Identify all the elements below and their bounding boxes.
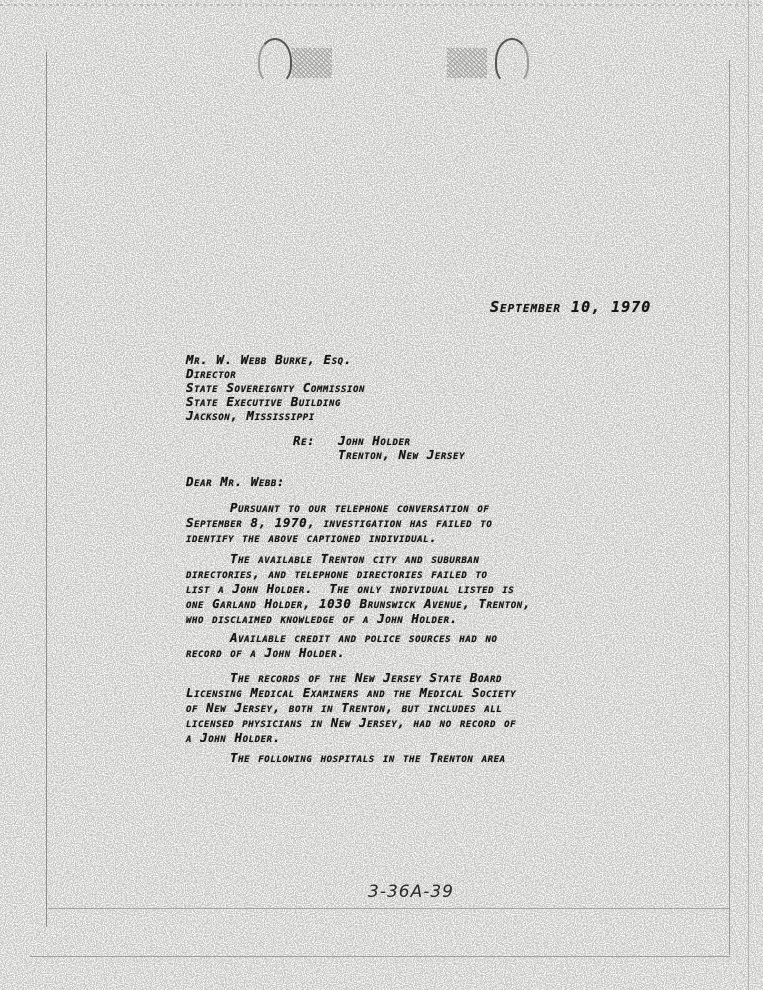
- paragraph-line: The records of the New Jersey State Board: [230, 670, 503, 685]
- addressee-title: Director: [186, 366, 237, 381]
- paragraph-line: list a John Holder. The only individual listed is: [186, 581, 515, 596]
- paragraph-line: Pursuant to our telephone conversation of: [230, 500, 490, 515]
- paragraph-line: of New Jersey, both in Trenton, but includes all: [186, 700, 503, 715]
- paragraph-line: licensed physicians in New Jersey, had no record of: [186, 715, 517, 730]
- paragraph-line: September 8, 1970, investigation has failed to: [186, 515, 493, 530]
- addressee-city: Jackson, Mississippi: [186, 408, 315, 423]
- addressee-organization: State Sovereignty Commission: [186, 380, 366, 395]
- paragraph-line: directories, and telephone directories failed to: [186, 566, 488, 581]
- paragraph-line: Licensing Medical Examiners and the Medical Society: [186, 685, 517, 700]
- paragraph-1: [186, 500, 492, 545]
- paragraph-line: identify the above captioned individual.: [186, 530, 438, 545]
- addressee-name: Mr. W. Webb Burke, Esq.: [186, 352, 352, 367]
- paragraph-line: record of a John Holder.: [186, 645, 346, 660]
- right-border-line-outer: [748, 0, 749, 990]
- left-border-line: [46, 52, 47, 927]
- smudge-right: [447, 48, 487, 78]
- paragraph-4: [186, 670, 516, 745]
- bottom-border-line: [48, 908, 730, 909]
- paragraph-5: [186, 750, 506, 765]
- smudge-left: [292, 48, 332, 78]
- punch-hole-left: [258, 38, 292, 84]
- reference-label: Re:: [293, 433, 316, 448]
- bottom-border-line-lower: [30, 956, 730, 957]
- reference-location: Trenton, New Jersey: [338, 447, 465, 462]
- paragraph-line: Available credit and police sources had no: [230, 630, 498, 645]
- punch-hole-right: [495, 38, 529, 84]
- paragraph-2: [186, 551, 531, 626]
- paragraph-3: [186, 630, 498, 660]
- reference-subject: John Holder: [338, 433, 411, 448]
- right-border-line: [729, 60, 730, 955]
- paragraph-line: The available Trenton city and suburban: [230, 551, 480, 566]
- paragraph-line: who disclaimed knowledge of a John Holder.: [186, 611, 458, 626]
- paragraph-line: one Garland Holder, 1030 Brunswick Avenue, Trenton,: [186, 596, 531, 611]
- paragraph-line: a John Holder.: [186, 730, 281, 745]
- letter-date: September 10, 1970: [490, 298, 652, 316]
- salutation: Dear Mr. Webb:: [186, 474, 286, 489]
- paragraph-line: The following hospitals in the Trenton area: [230, 750, 506, 765]
- document-number: 3-36A-39: [368, 882, 454, 902]
- addressee-building: State Executive Building: [186, 394, 341, 409]
